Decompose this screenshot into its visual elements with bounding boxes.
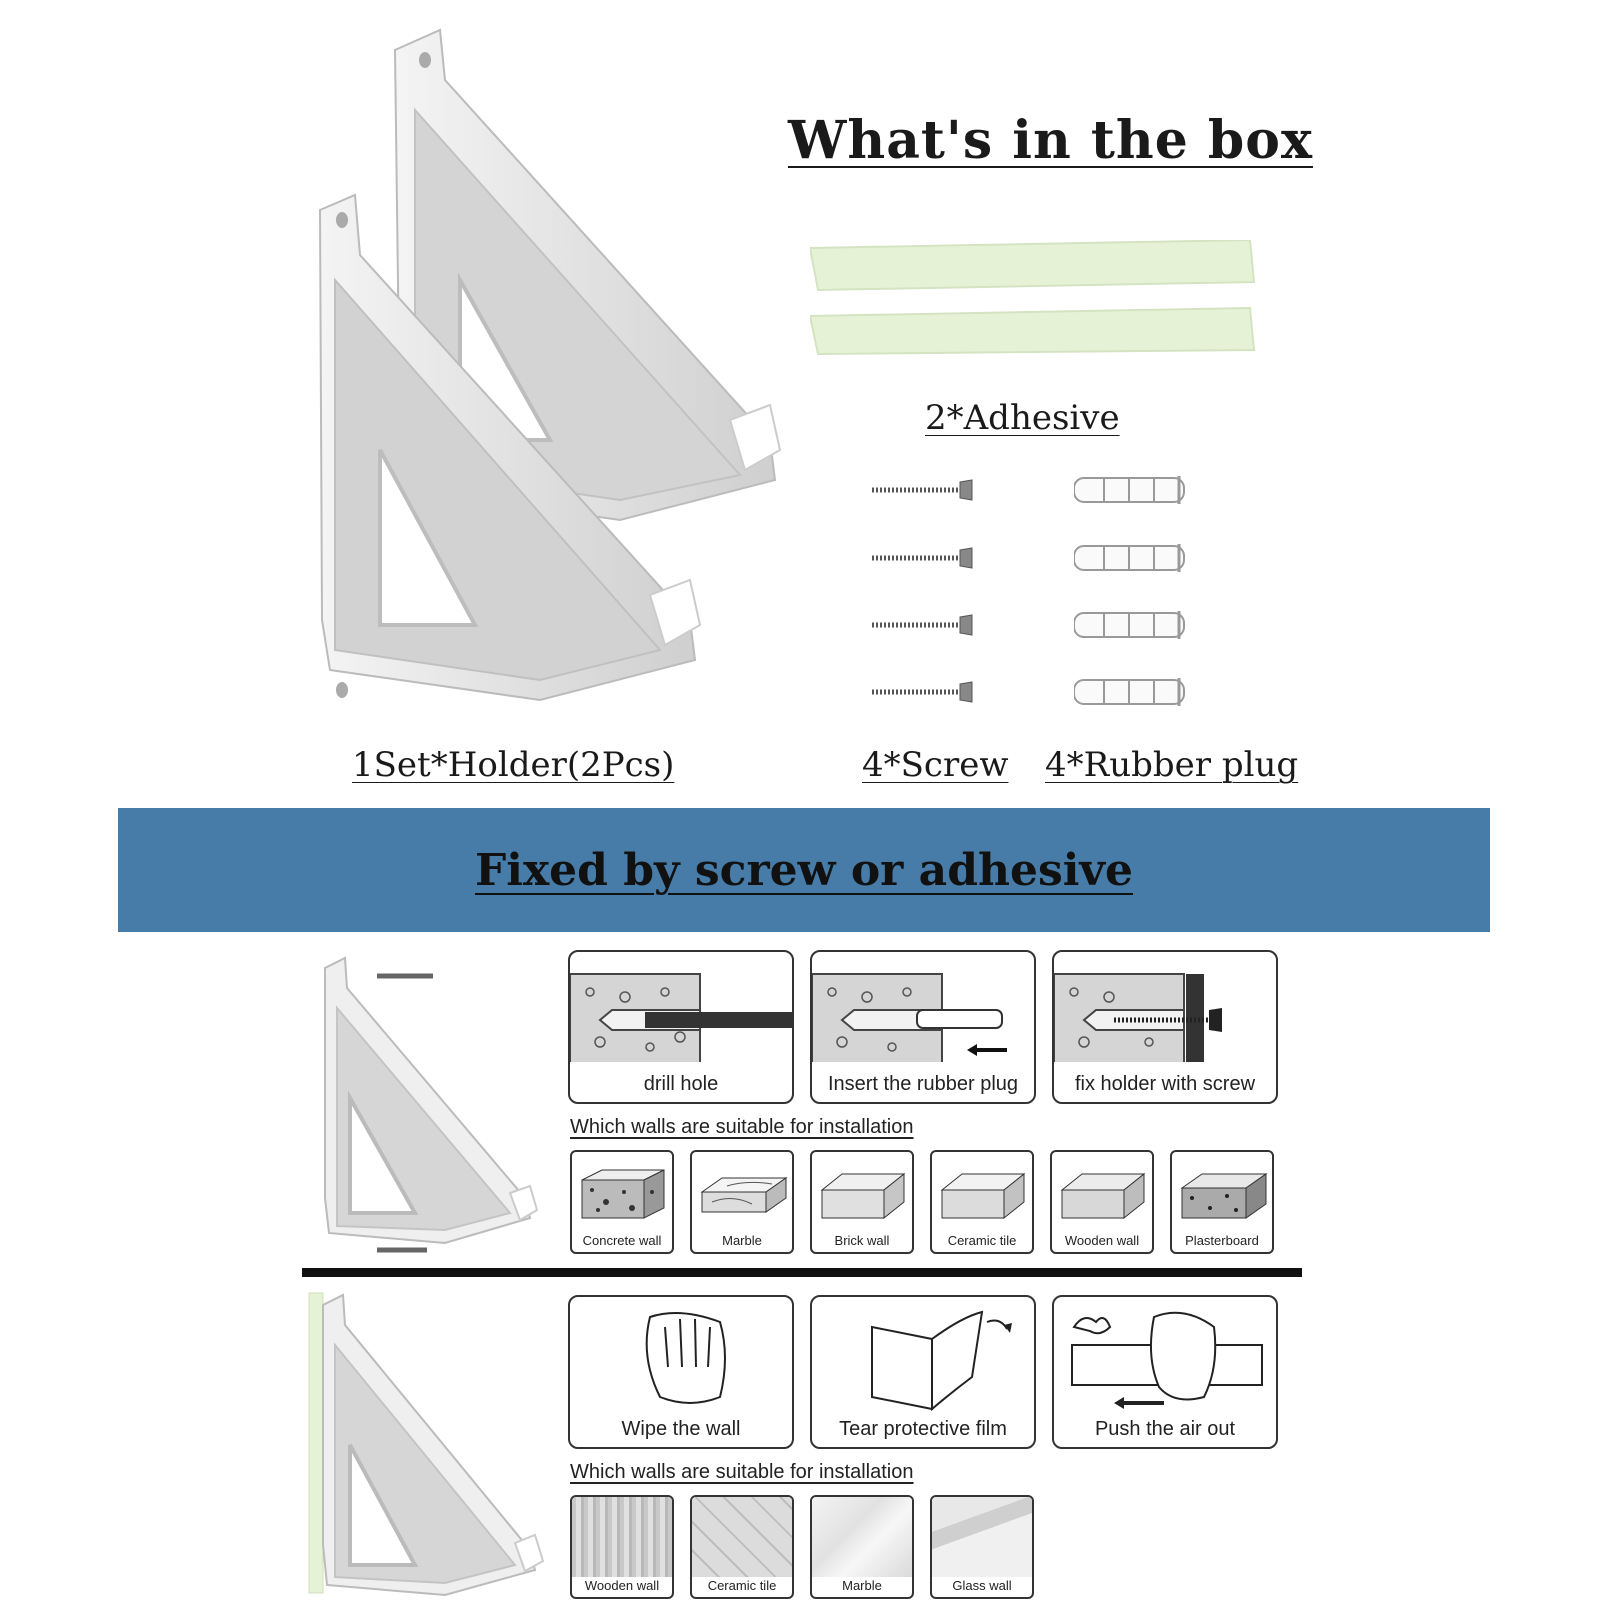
wall-tile-marble bbox=[690, 1150, 794, 1254]
page-title: What's in the box bbox=[788, 110, 1313, 171]
step-drill-hole bbox=[568, 950, 794, 1104]
step-tear-film bbox=[810, 1295, 1036, 1449]
plasterboard-block-icon bbox=[1172, 1152, 1274, 1232]
step-label: Insert the rubber plug bbox=[827, 1073, 1019, 1095]
tile-label: Concrete wall bbox=[582, 1233, 662, 1248]
method-banner bbox=[118, 808, 1490, 932]
screw-caption: 4*Screw bbox=[862, 745, 1009, 785]
step-push-air bbox=[1052, 1295, 1278, 1449]
concrete-block-icon bbox=[572, 1152, 674, 1232]
step-label: Tear protective film bbox=[839, 1418, 1007, 1440]
wooden-block-icon bbox=[1052, 1152, 1154, 1232]
push-air-icon bbox=[1054, 1297, 1278, 1417]
hand-wipe-icon bbox=[570, 1297, 794, 1417]
tile-label: Ceramic tile bbox=[707, 1578, 777, 1593]
step-label: Wipe the wall bbox=[621, 1418, 741, 1440]
brick-block-icon bbox=[812, 1152, 914, 1232]
walls-heading-screw: Which walls are suitable for installation bbox=[570, 1116, 914, 1138]
wall-tile-concrete bbox=[570, 1150, 674, 1254]
step-label: Push the air out bbox=[1094, 1418, 1236, 1440]
step-insert-rubber-plug bbox=[810, 950, 1036, 1104]
wall-tile-brick bbox=[810, 1150, 914, 1254]
rubber-plug-caption: 4*Rubber plug bbox=[1045, 745, 1299, 785]
tile-label: Plasterboard bbox=[1185, 1233, 1259, 1248]
wall-tile-wooden bbox=[1050, 1150, 1154, 1254]
tear-film-icon bbox=[812, 1297, 1036, 1417]
tile-label: Glass wall bbox=[952, 1578, 1012, 1593]
wood-texture-icon bbox=[572, 1497, 672, 1577]
glass-texture-icon bbox=[932, 1497, 1032, 1577]
tile-label: Wooden wall bbox=[584, 1578, 660, 1593]
holder-bracket-image bbox=[300, 20, 800, 720]
holder-caption: 1Set*Holder(2Pcs) bbox=[352, 745, 675, 785]
adhesive-caption: 2*Adhesive bbox=[925, 398, 1120, 438]
adhesive-strips-image bbox=[810, 240, 1260, 360]
screws-image bbox=[872, 470, 982, 710]
insert-plug-icon bbox=[812, 952, 1036, 1062]
section-divider bbox=[302, 1268, 1302, 1277]
ceramic-texture-icon bbox=[692, 1497, 792, 1577]
adhesive-mounted-bracket-image bbox=[305, 1285, 555, 1601]
wall-tile-glass bbox=[930, 1495, 1034, 1599]
fix-screw-icon bbox=[1054, 952, 1278, 1062]
tile-label: Marble bbox=[842, 1578, 882, 1593]
step-label: drill hole bbox=[643, 1073, 719, 1095]
wall-tile-ceramic bbox=[690, 1495, 794, 1599]
marble-texture-icon bbox=[812, 1497, 912, 1577]
banner-title: Fixed by screw or adhesive bbox=[474, 844, 1133, 896]
wall-tile-wooden bbox=[570, 1495, 674, 1599]
wall-tile-ceramic bbox=[930, 1150, 1034, 1254]
step-fix-holder bbox=[1052, 950, 1278, 1104]
rubber-plugs-image bbox=[1074, 470, 1194, 710]
tile-label: Marble bbox=[722, 1233, 762, 1248]
drill-hole-icon bbox=[570, 952, 794, 1062]
step-label: fix holder with screw bbox=[1074, 1073, 1256, 1095]
screw-mounted-bracket-image bbox=[315, 948, 555, 1258]
marble-block-icon bbox=[692, 1152, 794, 1232]
ceramic-block-icon bbox=[932, 1152, 1034, 1232]
tile-label: Ceramic tile bbox=[947, 1233, 1017, 1248]
wall-tile-marble bbox=[810, 1495, 914, 1599]
step-wipe-wall bbox=[568, 1295, 794, 1449]
walls-heading-adhesive: Which walls are suitable for installation bbox=[570, 1461, 914, 1483]
wall-tile-plasterboard bbox=[1170, 1150, 1274, 1254]
tile-label: Wooden wall bbox=[1064, 1233, 1140, 1248]
tile-label: Brick wall bbox=[834, 1233, 890, 1248]
